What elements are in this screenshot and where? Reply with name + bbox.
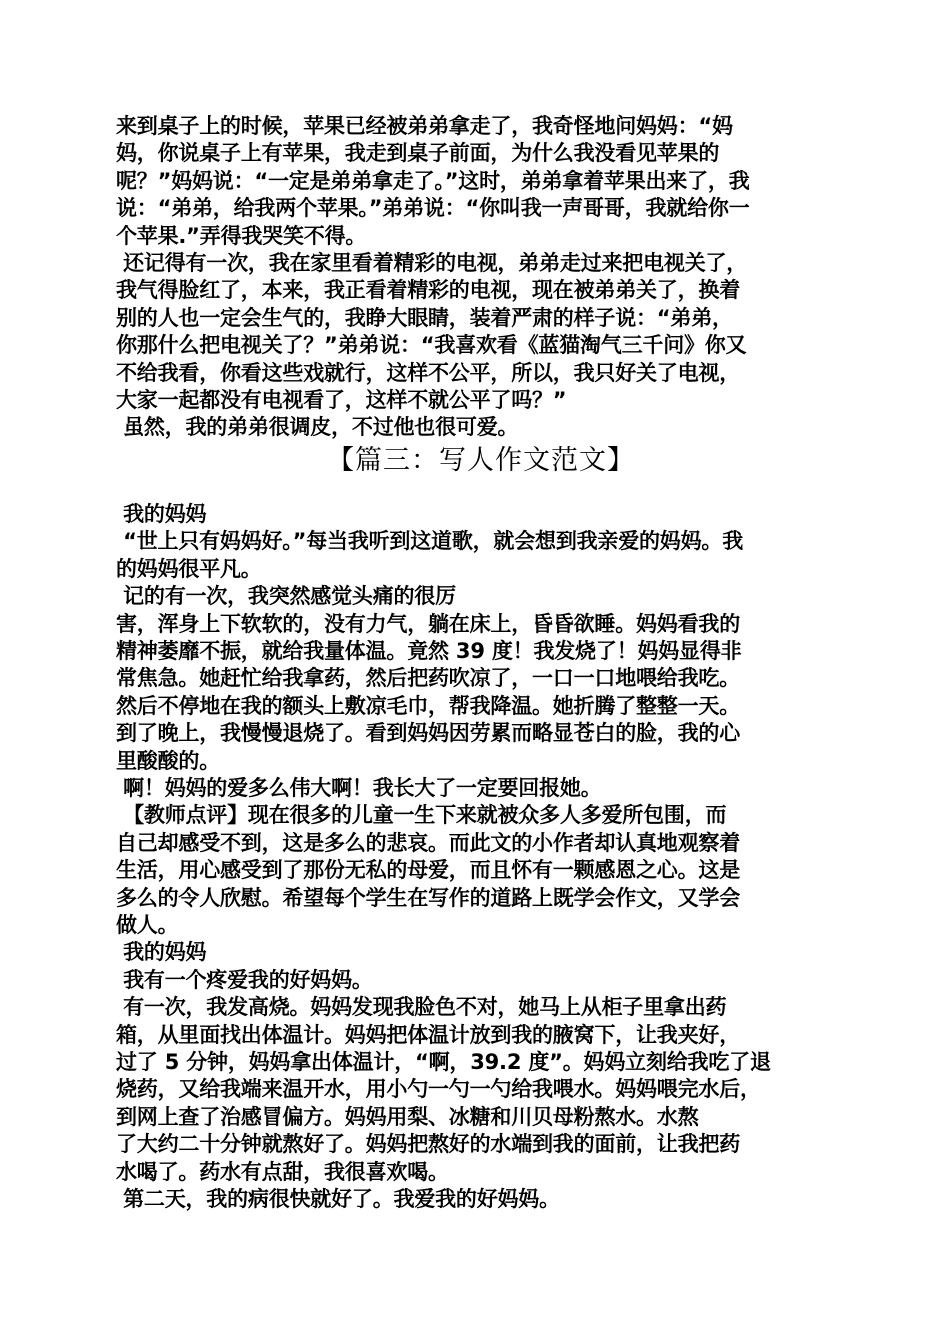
text-line: 多么的令人欣慰。希望每个学生在写作的道路上既学会作文，又学会	[116, 885, 740, 910]
section-heading: 【篇三：写人作文范文】	[327, 444, 635, 476]
text-line: 【教师点评】现在很多的儿童一生下来就被众多人多爱所包围，而	[116, 803, 727, 828]
text-line: 第二天，我的病很快就好了。我爱我的好妈妈。	[116, 1187, 560, 1212]
text-line: 了大约二十分钟就熬好了。妈妈把熬好的水端到我的面前，让我把药	[116, 1132, 740, 1157]
text-line: 的妈妈很平凡。	[116, 556, 262, 581]
text-line: 我气得脸红了，本来，我正看着精彩的电视，现在被弟弟关了，换着	[116, 278, 740, 303]
text-line: 还记得有一次，我在家里看着精彩的电视，弟弟走过来把电视关了，	[116, 251, 748, 276]
text-line: 然后不停地在我的额头上敷凉毛巾，帮我降温。她折腾了整整一天。	[116, 693, 740, 718]
story-section-brother	[116, 113, 846, 442]
text-line: 自己却感受不到，这是多么的悲哀。而此文的小作者却认真地观察着	[116, 830, 740, 855]
text-line: 常焦急。她赶忙给我拿药，然后把药吹凉了，一口一口地喂给我吃。	[116, 666, 740, 691]
text-line: 不给我看，你看这些戏就行，这样不公平，所以，我只好关了电视，	[116, 360, 740, 385]
text-line: 生活，用心感受到了那份无私的母爱，而且怀有一颗感恩之心。这是	[116, 858, 740, 883]
text-line: 做人。	[116, 912, 179, 937]
text-line: 虽然，我的弟弟很调皮，不过他也很可爱。	[116, 415, 519, 440]
text-line: 我有一个疼爱我的好妈妈。	[116, 967, 373, 992]
text-line: 你那什么把电视关了？”弟弟说：“我喜欢看《蓝猫淘气三千问》你又	[116, 333, 747, 358]
document-page	[116, 113, 846, 1213]
text-line: 过了 5 分钟，妈妈拿出体温计，“啊，39.2 度”。妈妈立刻给我吃了退	[116, 1050, 771, 1074]
text-line: 记的有一次，我突然感觉头痛的很厉	[116, 584, 456, 609]
text-line: 我的妈妈	[116, 501, 207, 526]
text-line: 害，浑身上下软软的，没有力气，躺在床上，昏昏欲睡。妈妈看我的	[116, 611, 740, 636]
text-line: 到网上查了治感冒偏方。妈妈用梨、冰糖和川贝母粉熬水。水熬	[116, 1104, 699, 1129]
text-line: 来到桌子上的时候，苹果已经被弟弟拿走了，我奇怪地问妈妈：“妈	[116, 114, 733, 138]
text-line: 烧药，又给我端来温开水，用小勺一勺一勺给我喂水。妈妈喂完水后，	[116, 1077, 761, 1102]
text-line: 个苹果.”弄得我哭笑不得。	[116, 223, 367, 248]
text-line: 里酸酸的。	[116, 748, 220, 773]
text-line: 到了晚上，我慢慢退烧了。看到妈妈因劳累而略显苍白的脸，我的心	[116, 721, 740, 746]
text-line: 水喝了。药水有点甜，我很喜欢喝。	[116, 1159, 449, 1184]
text-line: 有一次，我发高烧。妈妈发现我脸色不对，她马上从柜子里拿出药	[116, 995, 727, 1020]
text-line: 精神萎靡不振，就给我量体温。竟然 39 度！我发烧了！妈妈显得非	[116, 638, 742, 663]
text-line: 呢？”妈妈说：“一定是弟弟拿走了。”这时，弟弟拿着苹果出来了，我	[116, 168, 750, 193]
text-line: 啊！妈妈的爱多么伟大啊！我长大了一定要回报她。	[116, 775, 602, 800]
text-line: 说：“弟弟，给我两个苹果。”弟弟说：“你叫我一声哥哥，我就给你一	[116, 196, 750, 221]
text-line: 大家一起都没有电视看了，这样不就公平了吗？”	[116, 388, 567, 413]
story-section-mother	[116, 501, 846, 1214]
text-line: 我的妈妈	[116, 940, 207, 965]
text-line: 别的人也一定会生气的，我睁大眼睛，装着严肃的样子说：“弟弟，	[116, 305, 733, 330]
text-line: 妈，你说桌子上有苹果，我走到桌子前面，为什么我没看见苹果的	[116, 141, 720, 166]
text-line: 箱，从里面找出体温计。妈妈把体温计放到我的腋窝下，让我夹好，	[116, 1022, 740, 1047]
text-line: “世上只有妈妈好。”每当我听到这道歌，就会想到我亲爱的妈妈。我	[116, 529, 744, 554]
